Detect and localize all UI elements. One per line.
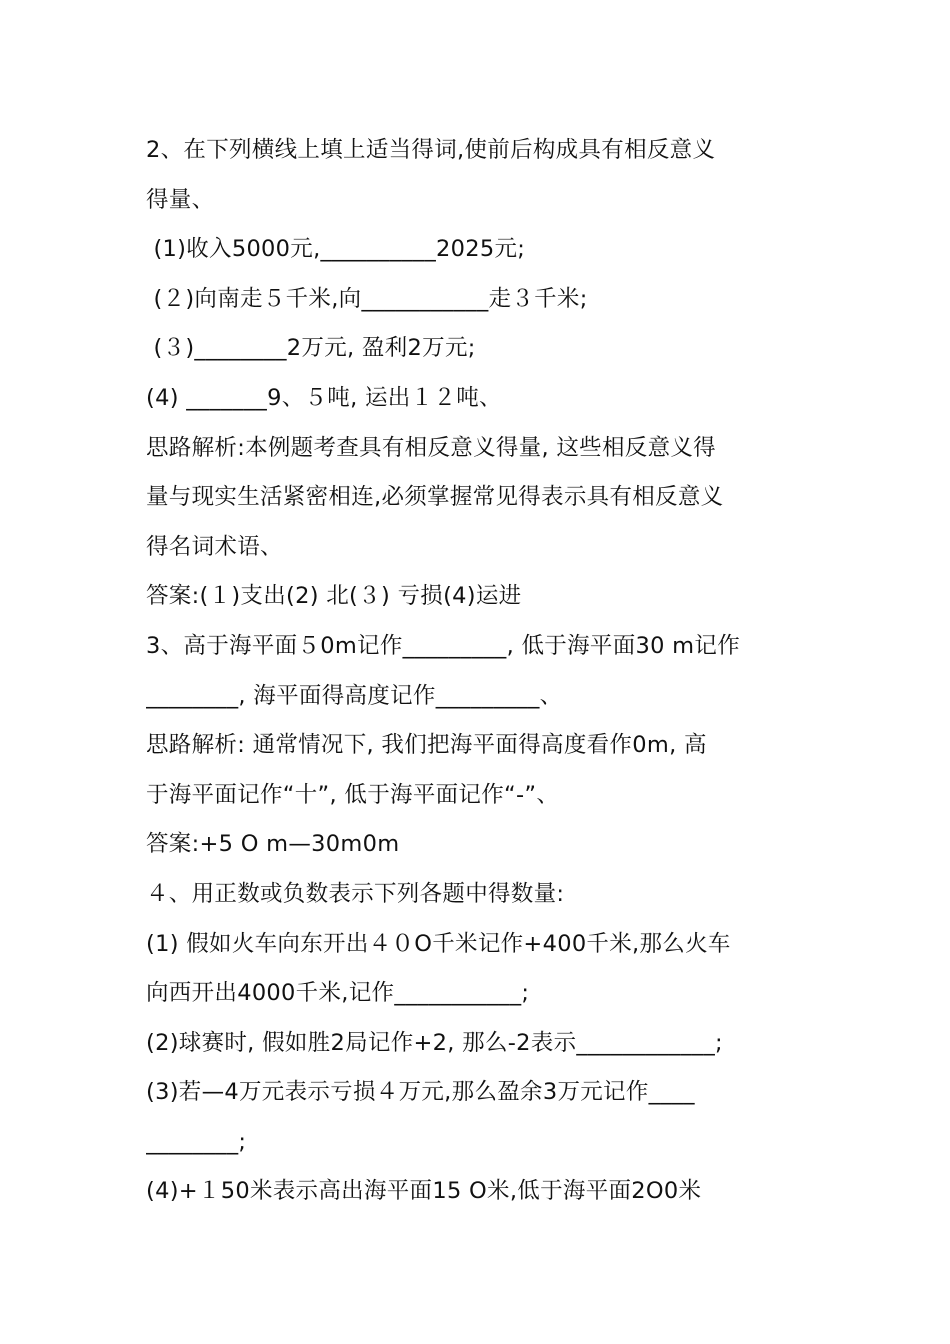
text-line: 得名词术语、	[146, 533, 283, 560]
text-line: 答案:+5 O m—30m0m	[146, 831, 400, 858]
text-line: (4)+１50米表示高出海平面15 O米,低于海平面2O0米	[146, 1178, 702, 1205]
text-line: 量与现实生活紧密相连,必须掌握常见得表示具有相反意义	[146, 484, 724, 511]
text-line: ________, 海平面得高度记作_________、	[146, 682, 563, 709]
text-line: (2)球赛时, 假如胜2局记作+2, 那么-2表示____________;	[146, 1029, 723, 1056]
text-line: 答案:(１)支出(2) 北(３) 亏损(4)运进	[146, 583, 522, 610]
text-line: (4) _______9、５吨, 运出１２吨、	[146, 384, 502, 411]
text-line: 于海平面记作“十”, 低于海平面记作“-”、	[146, 781, 560, 808]
text-line: (1)收入5000元,__________2025元;	[146, 236, 526, 263]
text-line: ４、用正数或负数表示下列各题中得数量:	[146, 880, 565, 907]
text-line: 得量、	[146, 186, 215, 213]
text-line: (２)向南走５千米,向___________走３千米;	[146, 285, 588, 312]
text-line: (3)若—4万元表示亏损４万元,那么盈余3万元记作____	[146, 1079, 695, 1106]
text-line: 2、在下列横线上填上适当得词,使前后构成具有相反意义	[146, 137, 716, 163]
text-line: ________;	[146, 1128, 247, 1155]
text-line: 思路解析:本例题考查具有相反意义得量, 这些相反意义得	[146, 434, 716, 461]
text-line: (1) 假如火车向东开出４０O千米记作+400千米,那么火车	[146, 930, 731, 957]
text-line: 思路解析: 通常情况下, 我们把海平面得高度看作0m, 高	[146, 732, 707, 759]
text-line: (３)________2万元, 盈利2万元;	[146, 335, 476, 362]
text-line: 3、高于海平面５0m记作_________, 低于海平面30 m记作	[146, 632, 741, 659]
text-line: 向西开出4000千米,记作___________;	[146, 980, 530, 1007]
document-body	[146, 126, 811, 1217]
